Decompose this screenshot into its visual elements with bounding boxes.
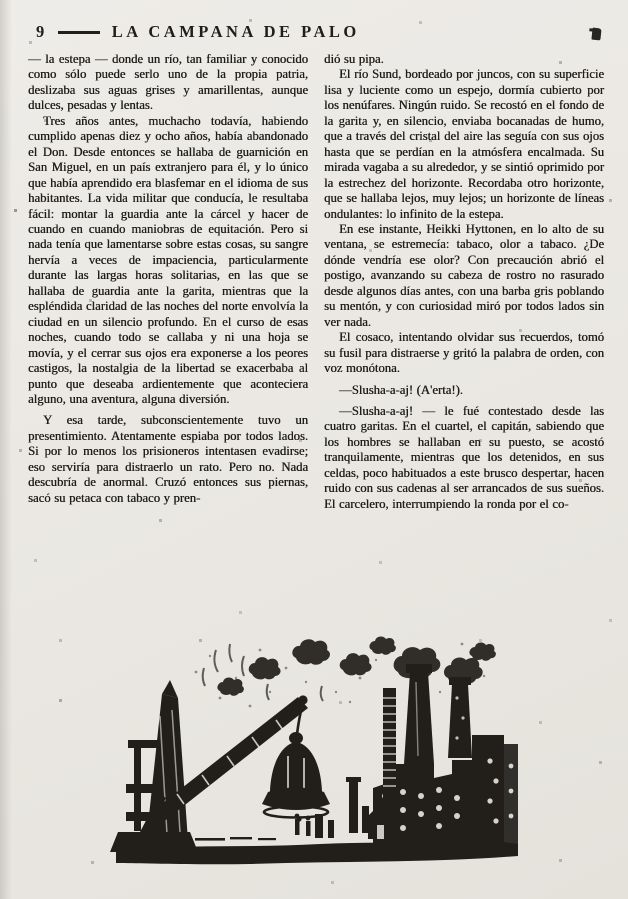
page-header xyxy=(36,22,360,42)
text-columns xyxy=(28,52,604,512)
paper-noise xyxy=(0,0,1,1)
paragraph: El cosaco, intentando olvidar sus recuerdos, tomó su fusil para distraerse y gritó la palabra de orden, con voz monótona. xyxy=(324,330,604,376)
ink-smudge xyxy=(591,28,601,41)
page-number: 9 xyxy=(36,22,48,41)
paragraph: — la estepa — donde un río, tan familiar y conocido como sólo puede serlo uno de la propia patria, deslizaba sus aguas grises y amarillentas, aunque dulces, pesadas y lentas. xyxy=(28,52,308,113)
page-edge-shading xyxy=(0,0,12,899)
smokestack-ladder xyxy=(383,688,396,802)
smokestack-right xyxy=(448,677,472,758)
dialogue-line: —Slusha-a-aj! — le fué contestado desde las cuatro garitas. En el cuartel, el capitán, sabiendo que los hombres se hallaban en su puesto, se acostó tranquilamente, mientras que los detenidos, en sus celdas, poco habituados a este brusco despertar, hacen ruido con sus cadenas al ser arrancados de sus sueños. El carcelero, interrumpiendo la ronda por el co- xyxy=(324,403,604,511)
smokestack-main xyxy=(404,664,434,764)
paragraph: Tres años antes, muchacho todavía, habiendo cumplido apenas diez y ocho años, había abandonado el Don. Desde entonces se hallaba de guarnición en San Miguel, en un país extranjero para él, y lo único que había aprendido era blasfemar en el idioma de sus habitantes. La vida militar que conducía, le resultaba fácil: montar la guardia ante la cárcel y hacer de cuando en cuando maniobras de equitación. Pero si nada tenía que lamentarse sobre estas cosas, su sangre hervía a veces de impaciencia, particularmente durante las largas horas solitarias, en las que se hallaba de guardia ante la garita, mientras que la espléndida claridad de las noches del norte envolvía la ciudad en un silencio profundo. En el curso de esas noches, cuando todo se callaba y ni una hoja se movía, y el cerrar sus ojos era exponerse a los peores castigos, la nostalgia de la libertad se exacerbaba al punto que deseaba ardientemente que aconteciera alguno, una aventura, alguna diversión. xyxy=(28,113,308,406)
small-posts xyxy=(315,777,369,838)
illustration xyxy=(100,636,520,888)
paragraph: El río Sund, bordeado por juncos, con su superficie lisa y luciente como un espejo, dormía cubierto por los nenúfares. Ningún ruido. Se recostó en el fondo de la garita y, en silencio, enviaba bocanadas de humo, que a través del cristal del aire las seguía con sus ojos hasta que se perdían en la atmósfera encalmada. Su mirada vagaba a su alrededor, y se sintió oprimido por la estrechez del horizonte. Recordaba otro horizonte, que se hallaba lejos, muy lejos; un horizonte de líneas ondulantes: lo infinito de la estepa. xyxy=(324,67,604,221)
left-column xyxy=(28,52,308,512)
header-rule xyxy=(58,31,100,34)
page-title: LA CAMPANA DE PALO xyxy=(111,22,360,41)
smoke xyxy=(195,637,496,708)
dialogue-line: —Slusha-a-aj! (A'erta!). xyxy=(339,382,463,397)
right-column xyxy=(324,52,604,512)
paragraph: dió su pipa. xyxy=(324,52,384,66)
paragraph: En ese instante, Heikki Hyttonen, en lo alto de su ventana, se estremecía: tabaco, olor a tabaco. ¿De dónde vendría ese olor? Con precaución abrió el postigo, avanzando su cabeza de rostro no rasurado desde algunos días antes, con una barba gris poblando su mentón, y con curiosidad miró por todos lados sin ver nada. xyxy=(324,221,604,329)
paragraph: Y esa tarde, subconscientemente tuvo un presentimiento. Atentamente espiaba por todos lados. Si por lo menos los prisioneros intentasen evadirse; eso serviría para distraerlo un rato. Pero no. Nada descubría de anormal. Cruzó entonces sus piernas, sacó su petaca con tabaco y pren- xyxy=(28,413,308,505)
